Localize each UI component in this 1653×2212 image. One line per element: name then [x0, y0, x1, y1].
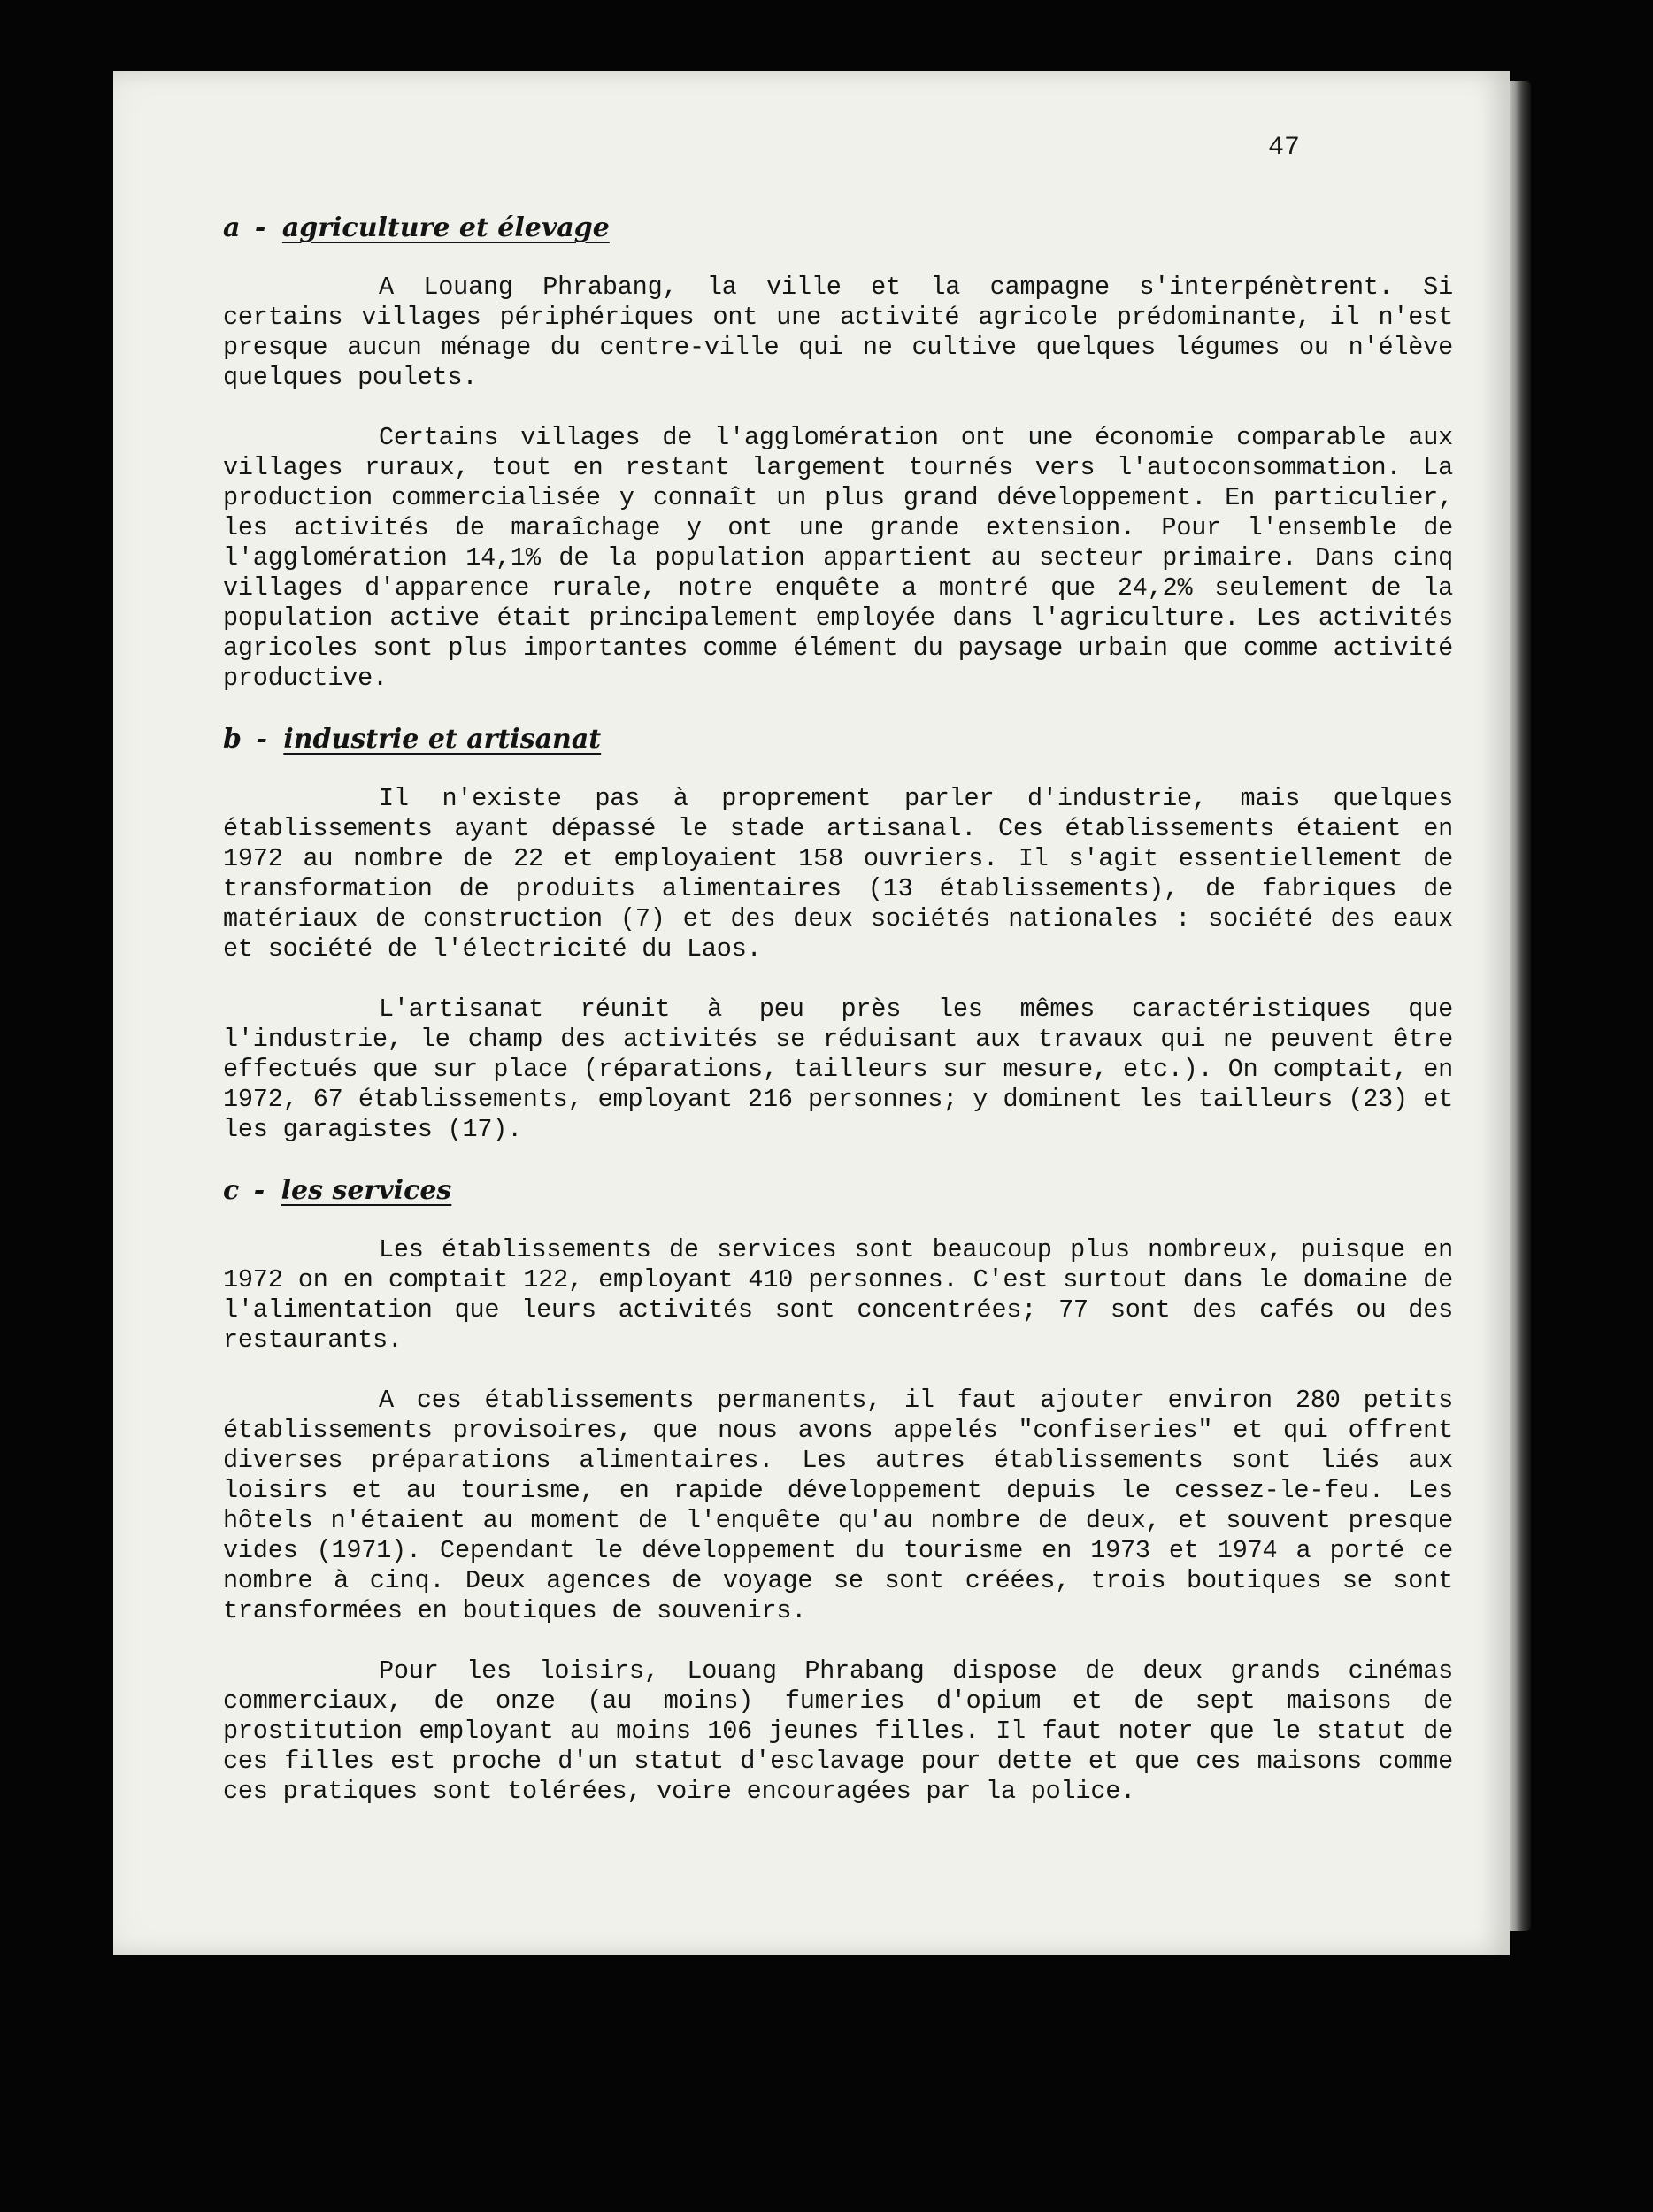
document-page	[113, 71, 1510, 1955]
paragraph: L'artisanat réunit à peu près les mêmes caractéristiques que l'industrie, le champ des activités se réduisant aux travaux qui ne peuvent être effectués que sur place (réparations, tailleurs sur mesure, etc.). On comptait, en 1972, 67 établissements, employant 216 personnes; y dominent les tailleurs (23) et les garagistes (17).	[223, 995, 1453, 1144]
section-dash: -	[256, 724, 267, 755]
page-content	[223, 212, 1453, 1837]
paragraph: Il n'existe pas à proprement parler d'industrie, mais quelques établissements ayant dépassé le stade artisanal. Ces établissements étaient en 1972 au nombre de 22 et employaient 158 ouvriers. Il s'agit essentiellement de transformation de produits alimentaires (13 établissements), de fabriques de matériaux de construction (7) et des deux sociétés nationales : société des eaux et société de l'électricité du Laos.	[223, 784, 1453, 964]
paragraph: A ces établissements permanents, il faut ajouter environ 280 petits établissements provisoires, que nous avons appelés "confiseries" et qui offrent diverses préparations alimentaires. Les autres établissements sont liés aux loisirs et au tourisme, en rapide développement depuis le cessez-le-feu. Les hôtels n'étaient au moment de l'enquête qu'au nombre de deux, et souvent presque vides (1971). Cependant le développement du tourisme en 1973 et 1974 a porté ce nombre à cinq. Deux agences de voyage se sont créées, trois boutiques se sont transformées en boutiques de souvenirs.	[223, 1386, 1453, 1625]
section-agriculture	[223, 212, 1453, 694]
section-letter: a	[223, 212, 241, 243]
section-title: industrie et artisanat	[283, 724, 602, 755]
section-letter: b	[223, 724, 242, 755]
paragraph: Les établissements de services sont beaucoup plus nombreux, puisque en 1972 on en comptait 122, employant 410 personnes. C'est surtout dans le domaine de l'alimentation que leurs activités sont concentrées; 77 sont des cafés ou des restaurants.	[223, 1235, 1453, 1355]
paragraph: Pour les loisirs, Louang Phrabang dispose de deux grands cinémas commerciaux, de onze (au moins) fumeries d'opium et de sept maisons de prostitution employant au moins 106 jeunes filles. Il faut noter que le statut de ces filles est proche d'un statut d'esclavage pour dette et que ces maisons comme ces pratiques sont tolérées, voire encouragées par la police.	[223, 1656, 1453, 1806]
page-number: 47	[1268, 133, 1301, 163]
section-title: agriculture et élevage	[281, 212, 610, 243]
section-heading	[223, 212, 1453, 244]
section-letter: c	[223, 1175, 240, 1206]
section-heading	[223, 724, 1453, 756]
section-heading	[223, 1175, 1453, 1207]
section-services	[223, 1175, 1453, 1807]
paragraph: A Louang Phrabang, la ville et la campagne s'interpénètrent. Si certains villages périphériques ont une activité agricole prédominante, il n'est presque aucun ménage du centre-ville qui ne cultive quelques légumes ou n'élève quelques poulets.	[223, 273, 1453, 392]
paragraph: Certains villages de l'agglomération ont une économie comparable aux villages ruraux, tout en restant largement tournés vers l'autoconsommation. La production commercialisée y connaît un plus grand développement. En particulier, les activités de maraîchage y ont une grande extension. Pour l'ensemble de l'agglomération 14,1% de la population appartient au secteur primaire. Dans cinq villages d'apparence rurale, notre enquête a montré que 24,2% seulement de la population active était principalement employée dans l'agriculture. Les activités agricoles sont plus importantes comme élément du paysage urbain que comme activité productive.	[223, 423, 1453, 693]
section-dash: -	[253, 1175, 265, 1206]
section-title: les services	[281, 1175, 452, 1206]
section-dash: -	[254, 212, 266, 243]
section-industrie	[223, 724, 1453, 1145]
